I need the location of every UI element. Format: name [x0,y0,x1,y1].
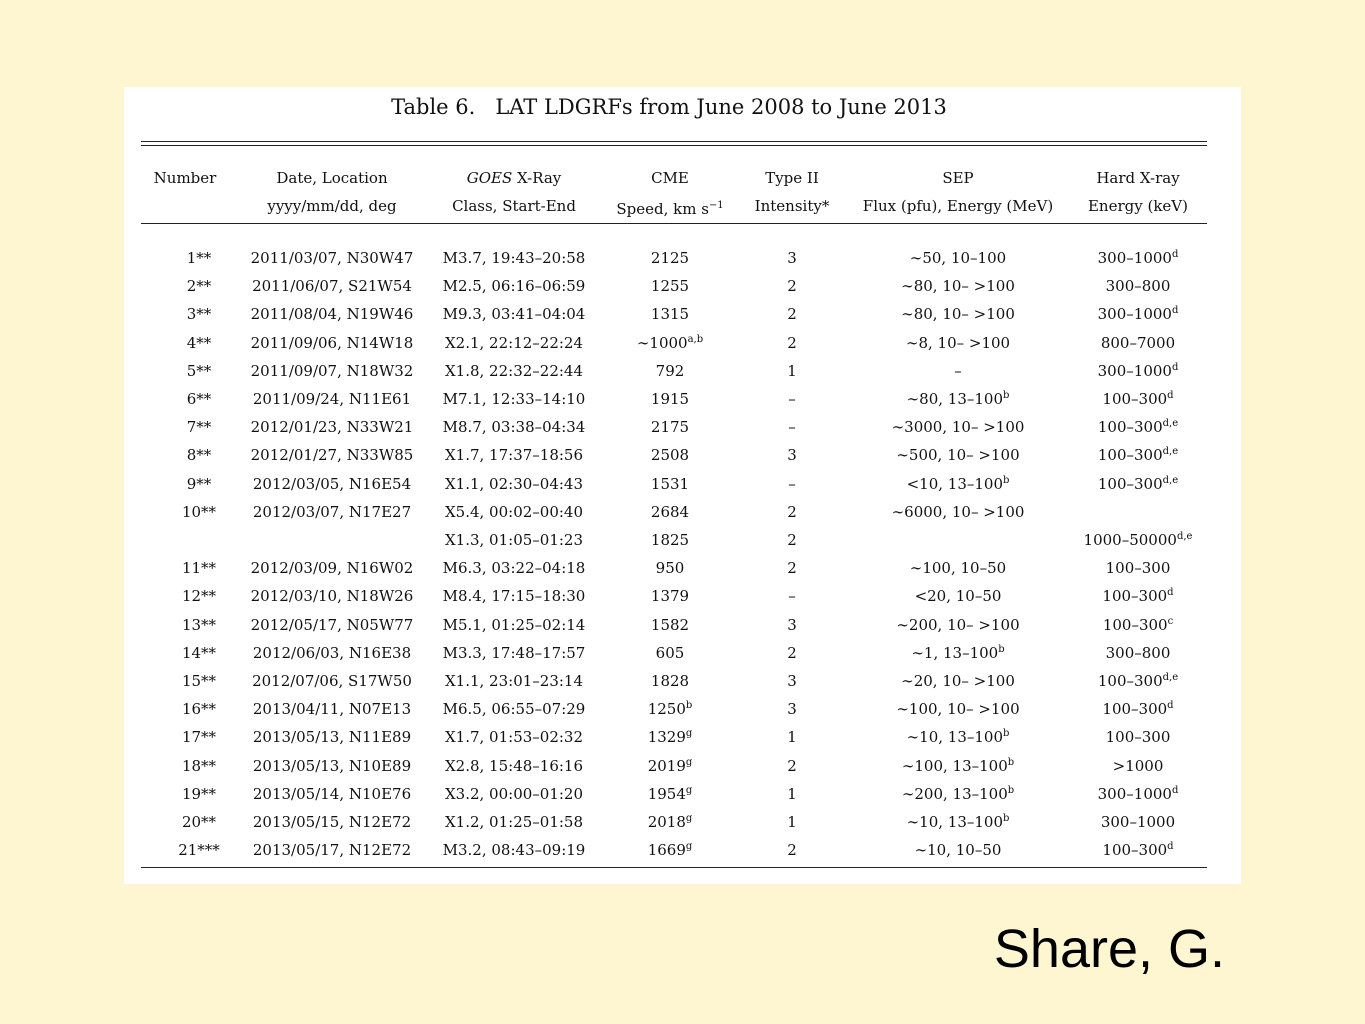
cell-xray: M6.5, 06:55–07:29 [442,700,586,719]
cell-sep: ∼1, 13–100$^b$ [911,643,1005,662]
cell-date-location: 2013/05/17, N12E72 [252,841,412,860]
cell-date-location: 2011/09/06, N14W18 [250,333,414,352]
table-row [124,836,1241,864]
cell-cme: 1379 [650,587,690,606]
cell-type-ii: 2 [787,756,797,775]
cell-xray: M9.3, 03:41–04:04 [442,305,586,324]
cell-date-location: 2012/01/27, N33W85 [250,446,414,465]
cell-cme: 2019$^g$ [647,756,693,775]
cell-sep: ∼500, 10– >100 [896,446,1020,465]
table-row [124,498,1241,526]
cell-xray: X1.3, 01:05–01:23 [444,531,584,549]
cell-hard-xray: 100–300$^{d,e}$ [1097,474,1179,493]
cell-sep [848,526,1068,554]
table-row [124,611,1241,639]
cell-hard-xray: 100–300$^c$ [1102,615,1174,634]
cell-date-location: 2013/05/13, N11E89 [252,728,412,747]
cell-cme: 1582 [650,615,690,634]
header-hard-xray: Hard X-ray Energy (keV) [1087,169,1188,215]
cell-type-ii: 3 [787,672,797,690]
cell-type-ii: – [788,474,796,493]
cell-type-ii: – [788,418,796,437]
cell-hard-xray [1079,498,1197,526]
header-number: Number [153,169,217,187]
cell-number: 9** [186,474,212,493]
cell-xray: X1.1, 23:01–23:14 [444,672,584,690]
cell-hard-xray: 1000–50000$^{d,e}$ [1083,531,1193,549]
cell-hard-xray: 300–1000$^d$ [1097,249,1179,267]
cell-type-ii: 2 [787,305,797,324]
cell-sep: ∼200, 13–100$^b$ [901,784,1015,803]
cell-sep: ∼80, 13–100$^b$ [906,390,1010,408]
cell-xray: M5.1, 01:25–02:14 [442,615,586,634]
cell-type-ii: 1 [787,361,797,380]
cell-sep: ∼20, 10– >100 [901,672,1015,690]
cell-sep: ∼10, 13–100$^b$ [906,813,1010,831]
cell-number: 20** [181,813,217,831]
cell-type-ii: 2 [787,841,797,860]
cell-date-location: 2011/09/24, N11E61 [252,390,412,408]
cell-sep: ∼80, 10– >100 [901,305,1015,324]
table-row [124,329,1241,357]
cell-hard-xray: 300–800 [1105,643,1171,662]
cell-number: 18** [181,756,217,775]
cell-number: 1** [186,249,212,267]
cell-cme: 1329$^g$ [647,728,693,747]
cell-cme: 1915 [650,390,690,408]
cell-date-location: 2012/07/06, S17W50 [252,672,412,690]
cell-type-ii: 2 [787,559,797,578]
cell-date-location: 2012/05/17, N05W77 [250,615,414,634]
cell-hard-xray: 300–1000$^d$ [1097,361,1179,380]
table-row [124,780,1241,808]
cell-type-ii: 3 [787,249,797,267]
cell-hard-xray: 300–1000$^d$ [1097,784,1179,803]
cell-cme: 792 [655,361,685,380]
cell-hard-xray: 100–300$^d$ [1102,390,1174,408]
cell-sep: ∼10, 10–50 [914,841,1002,860]
cell-cme: 1825 [650,531,690,549]
cell-type-ii: – [788,390,796,408]
cell-xray: M3.7, 19:43–20:58 [442,249,586,267]
cell-cme: 2508 [650,446,690,465]
cell-date-location [237,526,427,554]
cell-hard-xray: 100–300$^{d,e}$ [1097,672,1179,690]
cell-hard-xray: 100–300$^{d,e}$ [1097,446,1179,465]
cell-number: 15** [181,672,217,690]
cell-cme: 1828 [650,672,690,690]
cell-date-location: 2012/01/23, N33W21 [250,418,414,437]
cell-sep: ∼50, 10–100 [909,249,1007,267]
table-row [124,639,1241,667]
cell-number: 4** [186,333,212,352]
cell-number: 11** [181,559,217,578]
header-sep: SEP Flux (pfu), Energy (MeV) [862,169,1054,215]
cell-sep: – [954,361,962,380]
cell-cme: ∼1000$^{a,b}$ [636,333,704,352]
cell-number: 19** [181,784,217,803]
cell-date-location: 2013/05/14, N10E76 [252,784,412,803]
cell-cme: 2018$^g$ [647,813,693,831]
cell-type-ii: 2 [787,643,797,662]
cell-number: 21*** [178,841,220,860]
table-row [124,808,1241,836]
cell-type-ii: 1 [787,784,797,803]
header-date-location: Date, Location yyyy/mm/dd, deg [267,169,397,215]
table-row [124,413,1241,441]
header-type-ii: Type II Intensity* [754,169,830,215]
cell-xray: X1.2, 01:25–01:58 [444,813,584,831]
cell-xray: X1.7, 01:53–02:32 [444,728,584,747]
table-row [124,441,1241,469]
cell-xray: M8.4, 17:15–18:30 [442,587,586,606]
cell-date-location: 2012/03/07, N17E27 [252,502,412,521]
cell-sep: ∼10, 13–100$^b$ [906,728,1010,747]
cell-date-location: 2012/03/10, N18W26 [250,587,414,606]
top-rule-2 [141,145,1207,146]
table-row [124,582,1241,610]
cell-xray: M7.1, 12:33–14:10 [442,390,586,408]
cell-type-ii: 1 [787,728,797,747]
cell-hard-xray: 100–300$^d$ [1102,587,1174,606]
cell-date-location: 2013/05/13, N10E89 [252,756,412,775]
cell-hard-xray: 100–300$^d$ [1102,700,1174,719]
cell-xray: M3.2, 08:43–09:19 [442,841,586,860]
table-row [124,300,1241,328]
cell-cme: 2175 [650,418,690,437]
cell-xray: X1.7, 17:37–18:56 [444,446,584,465]
cell-cme: 1255 [650,277,690,296]
cell-date-location: 2011/08/04, N19W46 [250,305,414,324]
cell-hard-xray: 100–300 [1105,559,1171,578]
cell-xray: M6.3, 03:22–04:18 [442,559,586,578]
table-row [124,244,1241,272]
cell-type-ii: 2 [787,333,797,352]
table-panel [124,87,1241,884]
cell-number: 2** [186,277,212,296]
cell-cme: 1531 [650,474,690,493]
cell-cme: 1954$^g$ [647,784,693,803]
cell-sep: <20, 10–50 [914,587,1002,606]
cell-xray: M8.7, 03:38–04:34 [442,418,586,437]
cell-date-location: 2013/05/15, N12E72 [252,813,412,831]
cell-sep: ∼200, 10– >100 [896,615,1020,634]
bottom-rule [141,867,1207,868]
cell-number: 5** [186,361,212,380]
cell-number: 16** [181,700,217,719]
cell-sep: ∼8, 10– >100 [905,333,1011,352]
header-rule [141,223,1207,224]
cell-cme: 2125 [650,249,690,267]
cell-number: 14** [181,643,217,662]
cell-number [171,526,227,554]
cell-hard-xray: 800–7000 [1100,333,1176,352]
table-row [124,272,1241,300]
cell-type-ii: 2 [787,502,797,521]
cell-number: 6** [186,390,212,408]
table-row [124,723,1241,751]
cell-number: 7** [186,418,212,437]
cell-type-ii: 3 [787,700,797,719]
table-row [124,526,1241,554]
header-xray: GOES X-Ray Class, Start-End [452,169,576,215]
cell-hard-xray: 100–300 [1105,728,1171,747]
cell-cme: 950 [655,559,685,578]
cell-cme: 2684 [650,502,690,521]
cell-xray: M3.3, 17:48–17:57 [442,643,586,662]
cell-cme: 1315 [650,305,690,324]
table-row [124,667,1241,695]
cell-date-location: 2011/09/07, N18W32 [250,361,414,380]
cell-xray: X2.1, 22:12–22:24 [444,333,584,352]
cell-date-location: 2011/03/07, N30W47 [250,249,414,267]
cell-date-location: 2012/03/09, N16W02 [250,559,414,578]
cell-hard-xray: 300–1000$^d$ [1097,305,1179,324]
cell-sep: <10, 13–100$^b$ [906,474,1010,493]
cell-xray: X3.2, 00:00–01:20 [444,784,584,803]
cell-hard-xray: 300–800 [1105,277,1171,296]
table-row [124,752,1241,780]
cell-type-ii: 3 [787,615,797,634]
table-title: Table 6. LAT LDGRFs from June 2008 to June 2013 [391,95,947,119]
cell-cme: 605 [655,643,685,662]
cell-date-location: 2012/06/03, N16E38 [252,643,412,662]
cell-hard-xray: 300–1000 [1100,813,1176,831]
cell-type-ii: 2 [787,277,797,296]
cell-number: 12** [181,587,217,606]
table-row [124,470,1241,498]
cell-type-ii: 3 [787,446,797,465]
author-credit: Share, G. [993,919,1225,979]
cell-cme: 1250$^b$ [647,700,693,719]
cell-date-location: 2012/03/05, N16E54 [252,474,412,493]
cell-hard-xray: >1000 [1112,756,1164,775]
cell-sep: ∼100, 10–50 [909,559,1007,578]
cell-type-ii: – [788,587,796,606]
cell-xray: M2.5, 06:16–06:59 [442,277,586,296]
cell-number: 17** [181,728,217,747]
cell-sep: ∼100, 10– >100 [896,700,1020,719]
table-row [124,357,1241,385]
table-row [124,695,1241,723]
cell-number: 8** [186,446,212,465]
cell-xray: X2.8, 15:48–16:16 [444,756,584,775]
cell-sep: ∼6000, 10– >100 [891,502,1025,521]
cell-hard-xray: 100–300$^{d,e}$ [1097,418,1179,437]
cell-sep: ∼100, 13–100$^b$ [901,756,1015,775]
cell-sep: ∼3000, 10– >100 [891,418,1025,437]
table-row [124,385,1241,413]
header-cme: CME Speed, km $s^{-1}$ [616,169,724,218]
top-rule-1 [141,141,1207,142]
cell-xray: X1.1, 02:30–04:43 [444,474,584,493]
cell-date-location: 2011/06/07, S21W54 [252,277,412,296]
table-row [124,554,1241,582]
cell-type-ii: 1 [787,813,797,831]
cell-hard-xray: 100–300$^d$ [1102,841,1174,860]
cell-xray: X5.4, 00:02–00:40 [444,502,584,521]
cell-number: 13** [181,615,217,634]
cell-type-ii: 2 [787,531,797,549]
cell-xray: X1.8, 22:32–22:44 [444,361,584,380]
cell-date-location: 2013/04/11, N07E13 [252,700,412,719]
cell-number: 10** [181,502,217,521]
cell-number: 3** [186,305,212,324]
cell-cme: 1669$^g$ [647,841,693,860]
cell-sep: ∼80, 10– >100 [901,277,1015,296]
